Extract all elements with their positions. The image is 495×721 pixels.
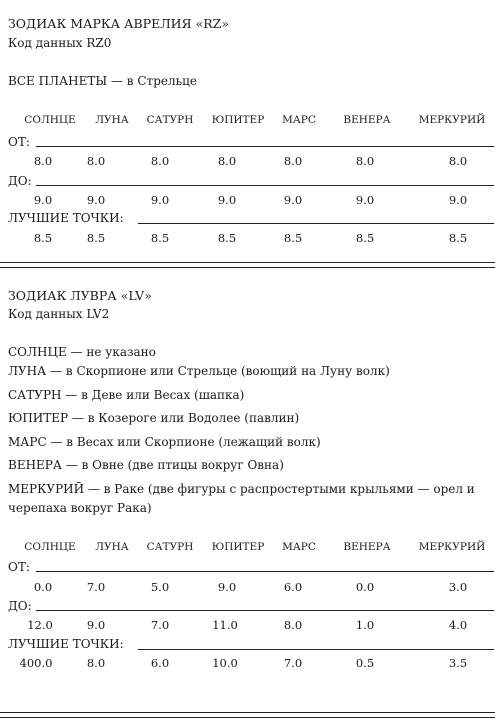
section-divider-bottom <box>0 712 495 718</box>
to-value-venus: 9.0 <box>355 193 375 207</box>
col-header-jupiter: ЮПИТЕР <box>211 114 265 126</box>
section2-to-rule <box>36 610 494 611</box>
best2-value-venus: 0.5 <box>355 656 375 670</box>
col-header-venus: ВЕНЕРА <box>343 114 391 126</box>
to-value-mercury: 9.0 <box>448 193 468 207</box>
to2-value-saturn: 7.0 <box>150 618 170 632</box>
to2-value-venus: 1.0 <box>355 618 375 632</box>
planet-line-mercury-cont: черепаха вокруг Рака) <box>8 501 152 515</box>
to-value-jupiter: 9.0 <box>217 193 237 207</box>
col2-header-venus: ВЕНЕРА <box>343 541 391 553</box>
from2-value-sun: 0.0 <box>33 580 53 594</box>
to-value-sun: 9.0 <box>33 193 53 207</box>
from-value-mars: 8.0 <box>283 154 303 168</box>
planet-line-mercury: МЕРКУРИЙ — в Раке (две фигуры с распростертыми крыльями — орел и <box>8 482 475 496</box>
from-value-mercury: 8.0 <box>448 154 468 168</box>
from-value-venus: 8.0 <box>355 154 375 168</box>
planet-line-jupiter: ЮПИТЕР — в Козероге или Водолее (павлин) <box>8 411 300 425</box>
to2-value-jupiter: 11.0 <box>212 618 238 632</box>
from-value-sun: 8.0 <box>33 154 53 168</box>
from-value-jupiter: 8.0 <box>217 154 237 168</box>
planet-line-moon: ЛУНА — в Скорпионе или Стрельце (воющий на Луну волк) <box>8 364 390 378</box>
best2-value-mars: 7.0 <box>283 656 303 670</box>
col-header-saturn: САТУРН <box>146 114 194 126</box>
from2-value-moon: 7.0 <box>86 580 106 594</box>
to-value-mars: 9.0 <box>283 193 303 207</box>
col-header-sun: СОЛНЦЕ <box>24 114 76 126</box>
section1-to-rule <box>36 185 494 186</box>
section1-best-label: ЛУЧШИЕ ТОЧКИ: <box>8 211 124 225</box>
best2-value-sun: 400.0 <box>19 656 53 670</box>
col2-header-mercury: МЕРКУРИЙ <box>418 541 486 553</box>
section2-data-code: Код данных LV2 <box>8 307 110 321</box>
from-value-saturn: 8.0 <box>150 154 170 168</box>
best-value-venus: 8.5 <box>355 231 375 245</box>
section1-from-rule <box>36 146 494 147</box>
to-value-moon: 9.0 <box>86 193 106 207</box>
col2-header-mars: МАРС <box>282 541 316 553</box>
to2-value-mars: 8.0 <box>283 618 303 632</box>
best-value-mars: 8.5 <box>283 231 303 245</box>
from2-value-venus: 0.0 <box>355 580 375 594</box>
col2-header-moon: ЛУНА <box>95 541 129 553</box>
col2-header-saturn: САТУРН <box>146 541 194 553</box>
col2-header-sun: СОЛНЦЕ <box>24 541 76 553</box>
best-value-saturn: 8.5 <box>150 231 170 245</box>
section-divider-top <box>0 262 495 268</box>
section1-all-planets: ВСЕ ПЛАНЕТЫ — в Стрельце <box>8 74 197 88</box>
col-header-mercury: МЕРКУРИЙ <box>418 114 486 126</box>
best2-value-mercury: 3.5 <box>448 656 468 670</box>
section2-best-label: ЛУЧШИЕ ТОЧКИ: <box>8 637 124 651</box>
planet-line-sun: СОЛНЦЕ — не указано <box>8 345 156 359</box>
from2-value-saturn: 5.0 <box>150 580 170 594</box>
section2-from-label: ОТ: <box>8 560 30 574</box>
best-value-moon: 8.5 <box>86 231 106 245</box>
planet-line-mars: МАРС — в Весах или Скорпионе (лежащий волк) <box>8 435 321 449</box>
to2-value-sun: 12.0 <box>27 618 53 632</box>
section1-best-rule <box>138 223 494 224</box>
section2-title: ЗОДИАК ЛУВРА «LV» <box>8 288 152 303</box>
section1-from-label: ОТ: <box>8 135 30 149</box>
to-value-saturn: 9.0 <box>150 193 170 207</box>
section1-title: ЗОДИАК МАРКА АВРЕЛИЯ «RZ» <box>8 16 229 31</box>
col2-header-jupiter: ЮПИТЕР <box>211 541 265 553</box>
best-value-jupiter: 8.5 <box>217 231 237 245</box>
section2-best-rule <box>138 649 494 650</box>
to2-value-moon: 9.0 <box>86 618 106 632</box>
section1-to-label: ДО: <box>8 174 32 188</box>
planet-line-venus: ВЕНЕРА — в Овне (две птицы вокруг Овна) <box>8 458 284 472</box>
from2-value-mercury: 3.0 <box>448 580 468 594</box>
best2-value-moon: 8.0 <box>86 656 106 670</box>
best2-value-jupiter: 10.0 <box>212 656 238 670</box>
col-header-moon: ЛУНА <box>95 114 129 126</box>
best-value-mercury: 8.5 <box>448 231 468 245</box>
best2-value-saturn: 6.0 <box>150 656 170 670</box>
from-value-moon: 8.0 <box>86 154 106 168</box>
section1-data-code: Код данных RZ0 <box>8 36 112 50</box>
col-header-mars: МАРС <box>282 114 316 126</box>
section2-to-label: ДО: <box>8 599 32 613</box>
from2-value-jupiter: 9.0 <box>217 580 237 594</box>
best-value-sun: 8.5 <box>33 231 53 245</box>
to2-value-mercury: 4.0 <box>448 618 468 632</box>
from2-value-mars: 6.0 <box>283 580 303 594</box>
section2-from-rule <box>36 571 494 572</box>
planet-line-saturn: САТУРН — в Деве или Весах (шапка) <box>8 388 245 402</box>
